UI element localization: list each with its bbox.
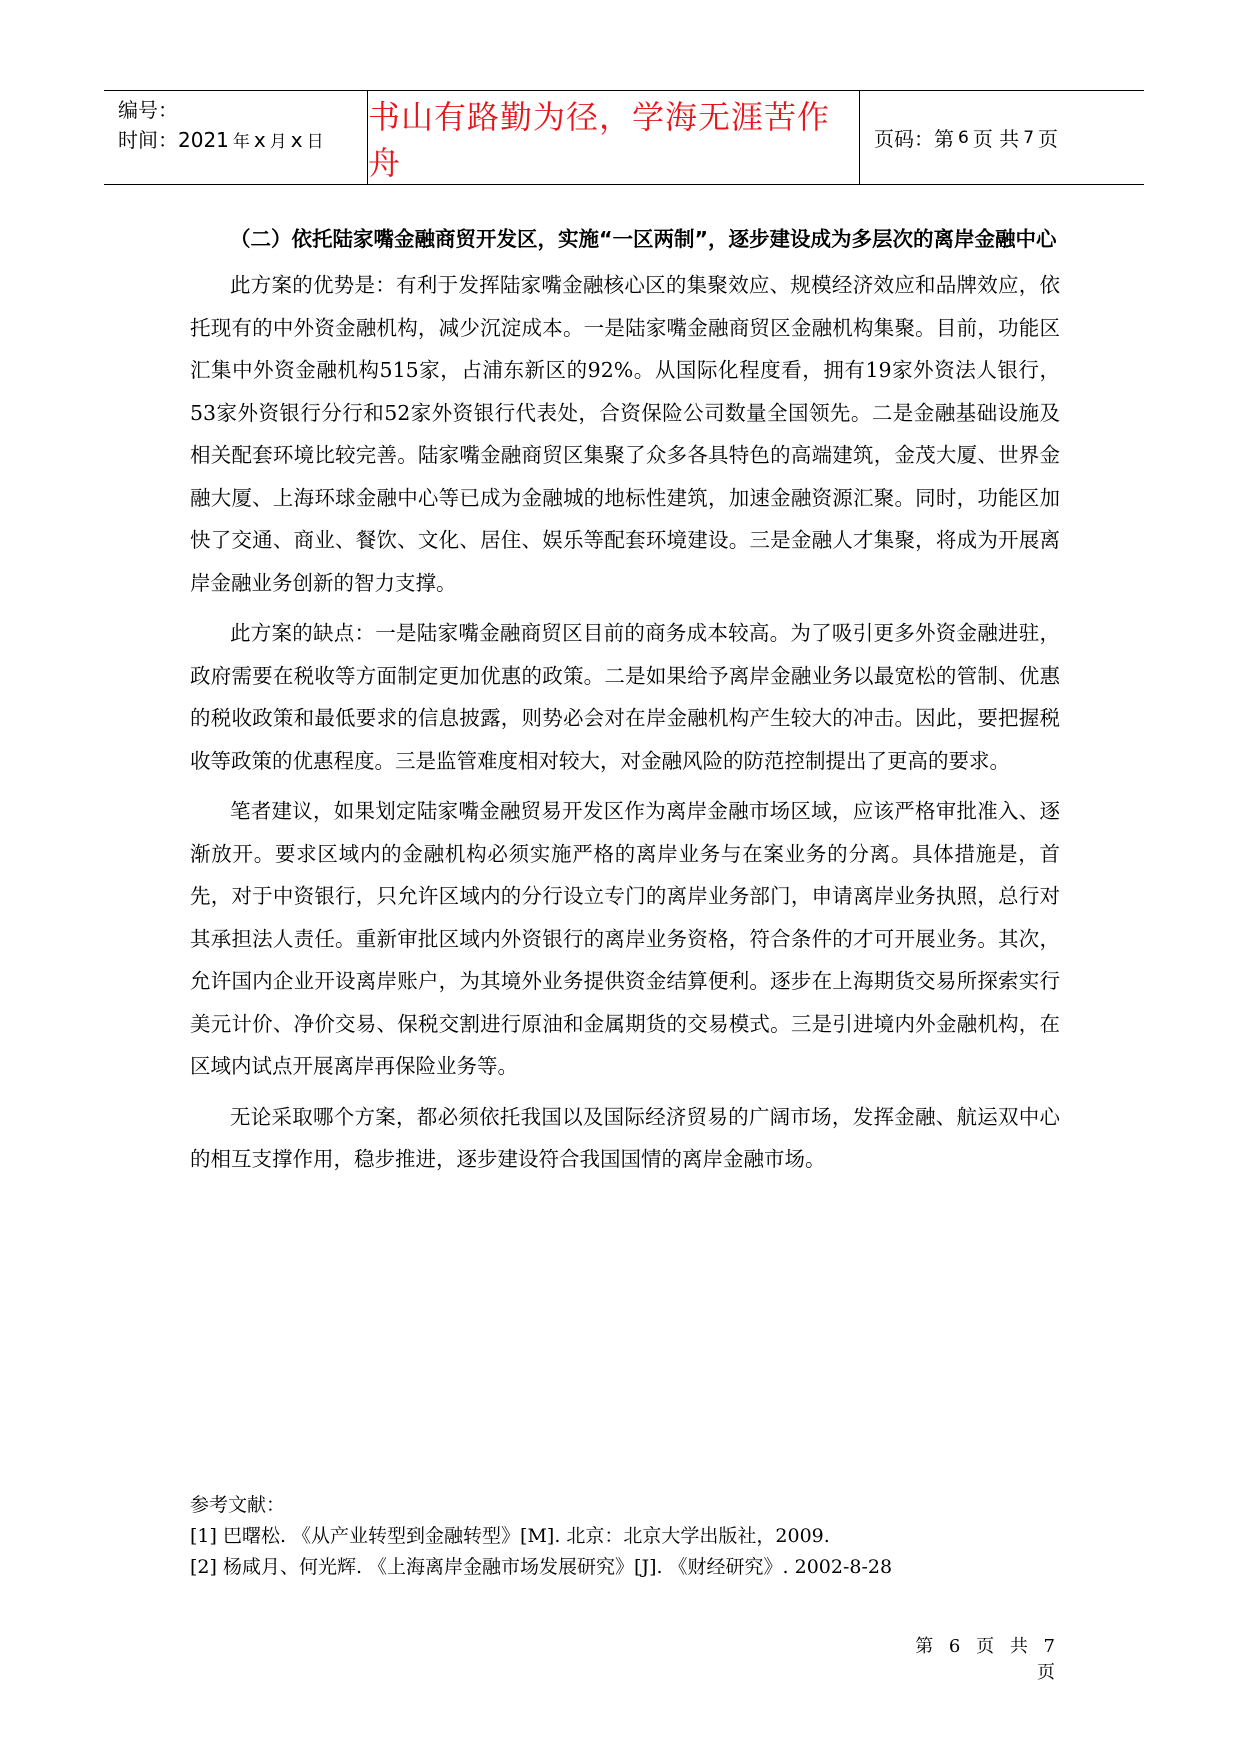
page-footer: 第 6 页 共 7 页	[915, 1636, 1060, 1683]
page-total: 7	[1023, 127, 1035, 148]
time-line	[118, 125, 367, 157]
paragraph-disadvantages: 此方案的缺点：一是陆家嘴金融商贸区目前的商务成本较高。为了吸引更多外资金融进驻，政府需要在税收等方面制定更加优惠的政策。二是如果给予离岸金融业务以最宽松的管制、优惠的税收政策和最低要求的信息披露，则势必会对在岸金融机构产生较大的冲击。因此，要把握税收等政策的优惠程度。三是监管难度相对较大，对金融风险的防范控制提出了更高的要求。	[190, 621, 1060, 773]
page-prefix: 页码：第	[874, 127, 954, 151]
section-heading: （二）依托陆家嘴金融商贸开发区，实施“一区两制”，逐步建设成为多层次的离岸金融中心	[230, 227, 1057, 251]
number-label: 编号：	[118, 98, 178, 122]
time-prefix: 时间：	[118, 128, 178, 152]
day-value: x	[290, 128, 303, 152]
reference-item: [1] 巴曙松. 《从产业转型到金融转型》[M]. 北京：北京大学出版社，2009.	[190, 1525, 830, 1547]
day-unit: 日	[306, 132, 324, 152]
month-unit: 月	[269, 132, 287, 152]
year-value: 2021	[178, 128, 229, 152]
page-current: 6	[958, 127, 969, 148]
header-meta	[104, 91, 368, 184]
references-title: 参考文献：	[190, 1494, 286, 1516]
paragraph-advantages: 此方案的优势是：有利于发挥陆家嘴金融核心区的集聚效应、规模经济效应和品牌效应，依托现有的中外资金融机构，减少沉淀成本。一是陆家嘴金融商贸区金融机构集聚。目前，功能区汇集中外资金融机构515家，占浦东新区的92%。从国际化程度看，拥有19家外资法人银行，53家外资银行分行和52家外资银行代表处，合资保险公司数量全国领先。二是金融基础设施及相关配套环境比较完善。陆家嘴金融商贸区集聚了众多各具特色的高端建筑，金茂大厦、世界金融大厦、上海环球金融中心等已成为金融城的地标性建筑，加速金融资源汇聚。同时，功能区加快了交通、商业、餐饮、文化、居住、娱乐等配套环境建设。三是金融人才集聚，将成为开展离岸金融业务创新的智力支撑。	[190, 273, 1060, 595]
main-content	[190, 214, 1060, 1181]
reference-item: [2] 杨咸月、何光辉. 《上海离岸金融市场发展研究》[J]. 《财经研究》. 2002-8-28	[190, 1556, 893, 1578]
paragraph-conclusion: 无论采取哪个方案，都必须依托我国以及国际经济贸易的广阔市场，发挥金融、航运双中心的相互支撑作用，稳步推进，逐步建设符合我国国情的离岸金融市场。	[190, 1104, 1060, 1171]
page-suffix: 页	[1038, 127, 1059, 151]
year-unit: 年	[232, 132, 250, 152]
references	[190, 1490, 1060, 1583]
month-value: x	[253, 128, 266, 152]
paragraph-suggestions: 笔者建议，如果划定陆家嘴金融贸易开发区作为离岸金融市场区域，应该严格审批准入、逐渐放开。要求区域内的金融机构必须实施严格的离岸业务与在案业务的分离。具体措施是，首先，对于中资银行，只允许区域内的分行设立专门的离岸业务部门，申请离岸业务执照，总行对其承担法人责任。重新审批区域内外资银行的离岸业务资格，符合条件的才可开展业务。其次，允许国内企业开设离岸账户，为其境外业务提供资金结算便利。逐步在上海期货交易所探索实行美元计价、净价交易、保税交割进行原油和金属期货的交易模式。三是引进境内外金融机构，在区域内试点开展离岸再保险业务等。	[190, 799, 1060, 1078]
page-header	[104, 90, 1144, 185]
header-page-info	[860, 91, 1144, 184]
page-middle: 页 共	[972, 127, 1020, 151]
header-motto: 书山有路勤为径，学海无涯苦作舟	[368, 91, 860, 184]
